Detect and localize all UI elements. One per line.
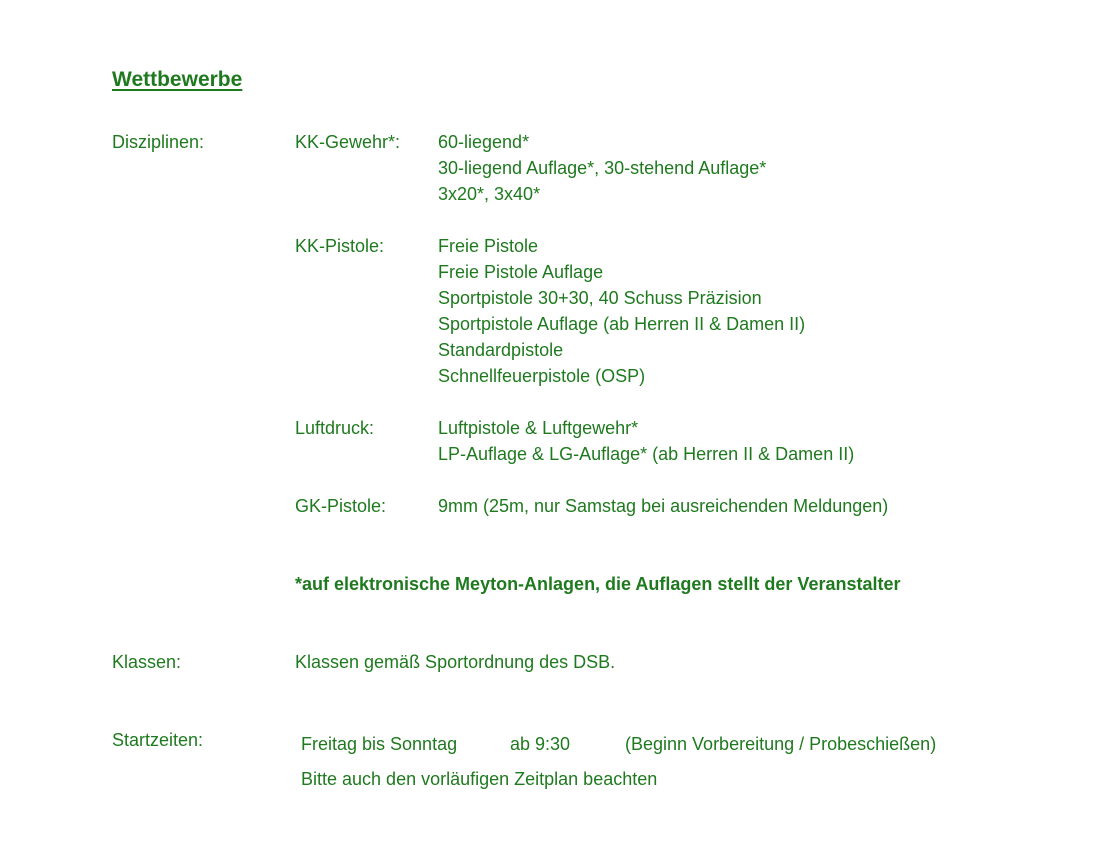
discipline-item: LP-Auflage & LG-Auflage* (ab Herren II & Damen II) <box>438 444 855 464</box>
discipline-item: Standardpistole <box>438 340 564 360</box>
startzeiten-note: (Beginn Vorbereitung / Probeschießen) <box>625 734 937 754</box>
discipline-item: 3x20*, 3x40* <box>438 184 541 204</box>
page-title: Wettbewerbe <box>112 68 243 91</box>
discipline-item: 60-liegend* <box>438 132 530 152</box>
discipline-item: 30-liegend Auflage*, 30-stehend Auflage* <box>438 158 767 178</box>
discipline-item: Sportpistole Auflage (ab Herren II & Damen II) <box>438 314 806 334</box>
group-name: KK-Pistole: <box>295 236 385 256</box>
startzeiten-label: Startzeiten: <box>112 730 204 750</box>
klassen-label: Klassen: <box>112 652 182 672</box>
discipline-item: 9mm (25m, nur Samstag bei ausreichenden Meldungen) <box>438 496 889 516</box>
startzeiten-days: Freitag bis Sonntag <box>301 734 458 754</box>
group-name: Luftdruck: <box>295 418 375 438</box>
group-name: GK-Pistole: <box>295 496 387 516</box>
discipline-item: Freie Pistole Auflage <box>438 262 604 282</box>
klassen-text: Klassen gemäß Sportordnung des DSB. <box>295 652 616 672</box>
group-name: KK-Gewehr*: <box>295 132 401 152</box>
startzeiten-time: ab 9:30 <box>510 734 571 754</box>
discipline-item: Schnellfeuerpistole (OSP) <box>438 366 646 386</box>
discipline-item: Luftpistole & Luftgewehr* <box>438 418 639 438</box>
discipline-item: Freie Pistole <box>438 236 539 256</box>
disziplinen-label: Disziplinen: <box>112 132 205 152</box>
discipline-item: Sportpistole 30+30, 40 Schuss Präzision <box>438 288 762 308</box>
startzeiten-hint: Bitte auch den vorläufigen Zeitplan beachten <box>301 769 658 789</box>
footnote: *auf elektronische Meyton-Anlagen, die Auflagen stellt der Veranstalter <box>295 574 901 594</box>
